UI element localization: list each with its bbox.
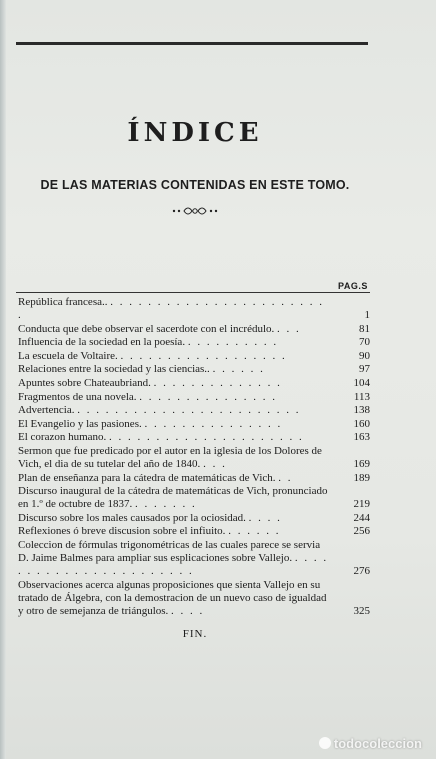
watermark-text: todocoleccion <box>333 736 422 751</box>
toc-entry-text: Conducta que debe observar el sacerdote con el incrédulo. <box>18 322 275 335</box>
toc-entry <box>18 431 370 444</box>
toc-entry <box>18 472 370 485</box>
toc-page-number: 104 <box>353 376 370 389</box>
page-title: ÍNDICE <box>127 118 263 148</box>
table-of-contents <box>18 296 370 618</box>
toc-page-number: 138 <box>353 404 370 417</box>
toc-page-number: 169 <box>353 457 370 470</box>
toc-leader-dots: . . . . . . . . . . . . . . <box>153 376 282 389</box>
toc-page-number: 276 <box>353 564 370 577</box>
toc-entry-title <box>18 296 370 322</box>
toc-entry-title <box>18 431 370 444</box>
toc-entry <box>18 404 370 417</box>
toc-entry <box>18 579 370 618</box>
toc-entry <box>18 525 370 538</box>
toc-entry-title <box>18 525 370 538</box>
toc-entry-title <box>18 445 370 471</box>
toc-entry <box>18 512 370 525</box>
page-edge <box>0 0 6 759</box>
top-rule <box>16 42 368 45</box>
toc-entry-title <box>18 323 370 336</box>
toc-entry-title <box>18 485 370 511</box>
toc-leader-dots: . . . . . . . . . . . . . . . <box>139 390 278 403</box>
toc-entry-text: Relaciones entre la sociedad y las ciencias.. <box>18 363 210 376</box>
toc-page-number: 189 <box>353 471 370 484</box>
toc-leader-dots: . . . . <box>248 511 282 524</box>
toc-entry-title <box>18 363 370 376</box>
toc-leader-dots: . . . . . . . . . . . . . . . . . . . . . . . <box>18 551 329 577</box>
toc-entry-title <box>18 377 370 390</box>
toc-leader-dots: . . . . . . . . . . <box>187 336 279 349</box>
toc-entry <box>18 336 370 349</box>
toc-leader-dots: . . . <box>277 322 301 335</box>
toc-leader-dots: . . . . . . <box>228 525 281 538</box>
toc-page-number: 163 <box>353 431 370 444</box>
toc-page-number: 70 <box>359 336 370 349</box>
toc-page-number: 81 <box>359 322 370 335</box>
toc-entry <box>18 391 370 404</box>
toc-entry <box>18 485 370 511</box>
toc-entry-text: Sermon que fue predicado por el autor en la iglesia de los Dolores de Vich, el dia de su tutelar del año de 1840. <box>18 444 322 470</box>
toc-leader-dots: . . . . . . <box>212 363 265 376</box>
toc-entry-text: La escuela de Voltaire. <box>18 349 118 362</box>
toc-leader-dots: . . . <box>203 457 227 470</box>
toc-entry <box>18 377 370 390</box>
toc-leader-dots: . . <box>278 471 293 484</box>
toc-leader-dots: . . . . <box>171 604 205 617</box>
toc-leader-dots: . . . . . . . . . . . . . . . . . . . . . . . . <box>18 296 324 321</box>
toc-entry-title <box>18 512 370 525</box>
toc-entry-text: Observaciones acerca algunas proposiciones que sienta Vallejo en su tratado de Álgebra, con la demostracion de un nuevo caso de igualdad y otro de semejanza de triángulos. <box>18 578 327 617</box>
toc-entry-title <box>18 418 370 431</box>
toc-entry <box>18 323 370 336</box>
toc-leader-dots: . . . . . . . . . . . . . . . . . . <box>120 349 287 362</box>
toc-entry <box>18 445 370 471</box>
toc-page-number: 160 <box>353 417 370 430</box>
toc-entry-text: Discurso sobre los males causados por la ociosidad. <box>18 511 246 524</box>
toc-leader-dots: . . . . . . . . . . . . . . . . . . . . . . . . <box>77 404 301 417</box>
toc-page-number: 90 <box>359 349 370 362</box>
ornament-icon <box>170 205 220 217</box>
toc-entry-text: Plan de enseñanza para la cátedra de matemáticas de Vich. <box>18 471 276 484</box>
toc-page-number: 325 <box>353 604 370 617</box>
toc-entry-text: Reflexiones ó breve discusion sobre el infiuito. <box>18 525 226 538</box>
toc-page-number: 1 <box>364 309 370 321</box>
toc-entry <box>18 418 370 431</box>
toc-entry-text: Advertencia. <box>18 404 75 417</box>
toc-page-number: 113 <box>353 390 370 403</box>
toc-entry <box>18 363 370 376</box>
toc-entry-title <box>18 404 370 417</box>
toc-entry-text: El corazon humano. <box>18 431 107 444</box>
toc-entry-title <box>18 336 370 349</box>
toc-page-number: 97 <box>359 363 370 376</box>
toc-page-number: 256 <box>353 525 370 538</box>
page-column-header: PAG.S <box>338 281 368 291</box>
toc-entry-title <box>18 579 370 618</box>
toc-leader-dots: . . . . . . . . . . . . . . . <box>144 417 283 430</box>
toc-entry-text: Fragmentos de una novela. <box>18 390 137 403</box>
toc-page-number: 219 <box>353 498 370 511</box>
toc-entry-text: Discurso inaugural de la cátedra de matemáticas de Vich, pronunciado en 1.º de octubre de 1837. <box>18 485 328 511</box>
end-text: FIN. <box>182 628 208 640</box>
header-rule <box>16 292 370 293</box>
toc-page-number: 244 <box>353 511 370 524</box>
watermark <box>319 736 422 751</box>
toc-entry-title <box>18 472 370 485</box>
toc-entry-title <box>18 391 370 404</box>
watermark-logo-icon <box>319 737 331 749</box>
toc-entry-text: Apuntes sobre Chateaubriand. <box>18 376 151 389</box>
toc-entry-text: República francesa.. <box>18 296 108 308</box>
page-subtitle: DE LAS MATERIAS CONTENIDAS EN ESTE TOMO. <box>40 178 350 192</box>
toc-entry-text: Coleccion de fórmulas trigonométricas de las cuales parece se servia D. Jaime Balmes para ampliar sus esplicaciones sobre Vallejo. <box>18 538 321 564</box>
toc-entry <box>18 296 370 322</box>
toc-leader-dots: . . . . . . . <box>135 498 197 511</box>
toc-entry-text: El Evangelio y las pasiones. <box>18 417 142 430</box>
toc-entry-title <box>18 539 370 578</box>
toc-entry <box>18 350 370 363</box>
toc-entry-title <box>18 350 370 363</box>
toc-entry-text: Influencia de la sociedad en la poesía. <box>18 336 186 349</box>
toc-leader-dots: . . . . . . . . . . . . . . . . . . . . . <box>109 431 304 444</box>
toc-entry <box>18 539 370 578</box>
